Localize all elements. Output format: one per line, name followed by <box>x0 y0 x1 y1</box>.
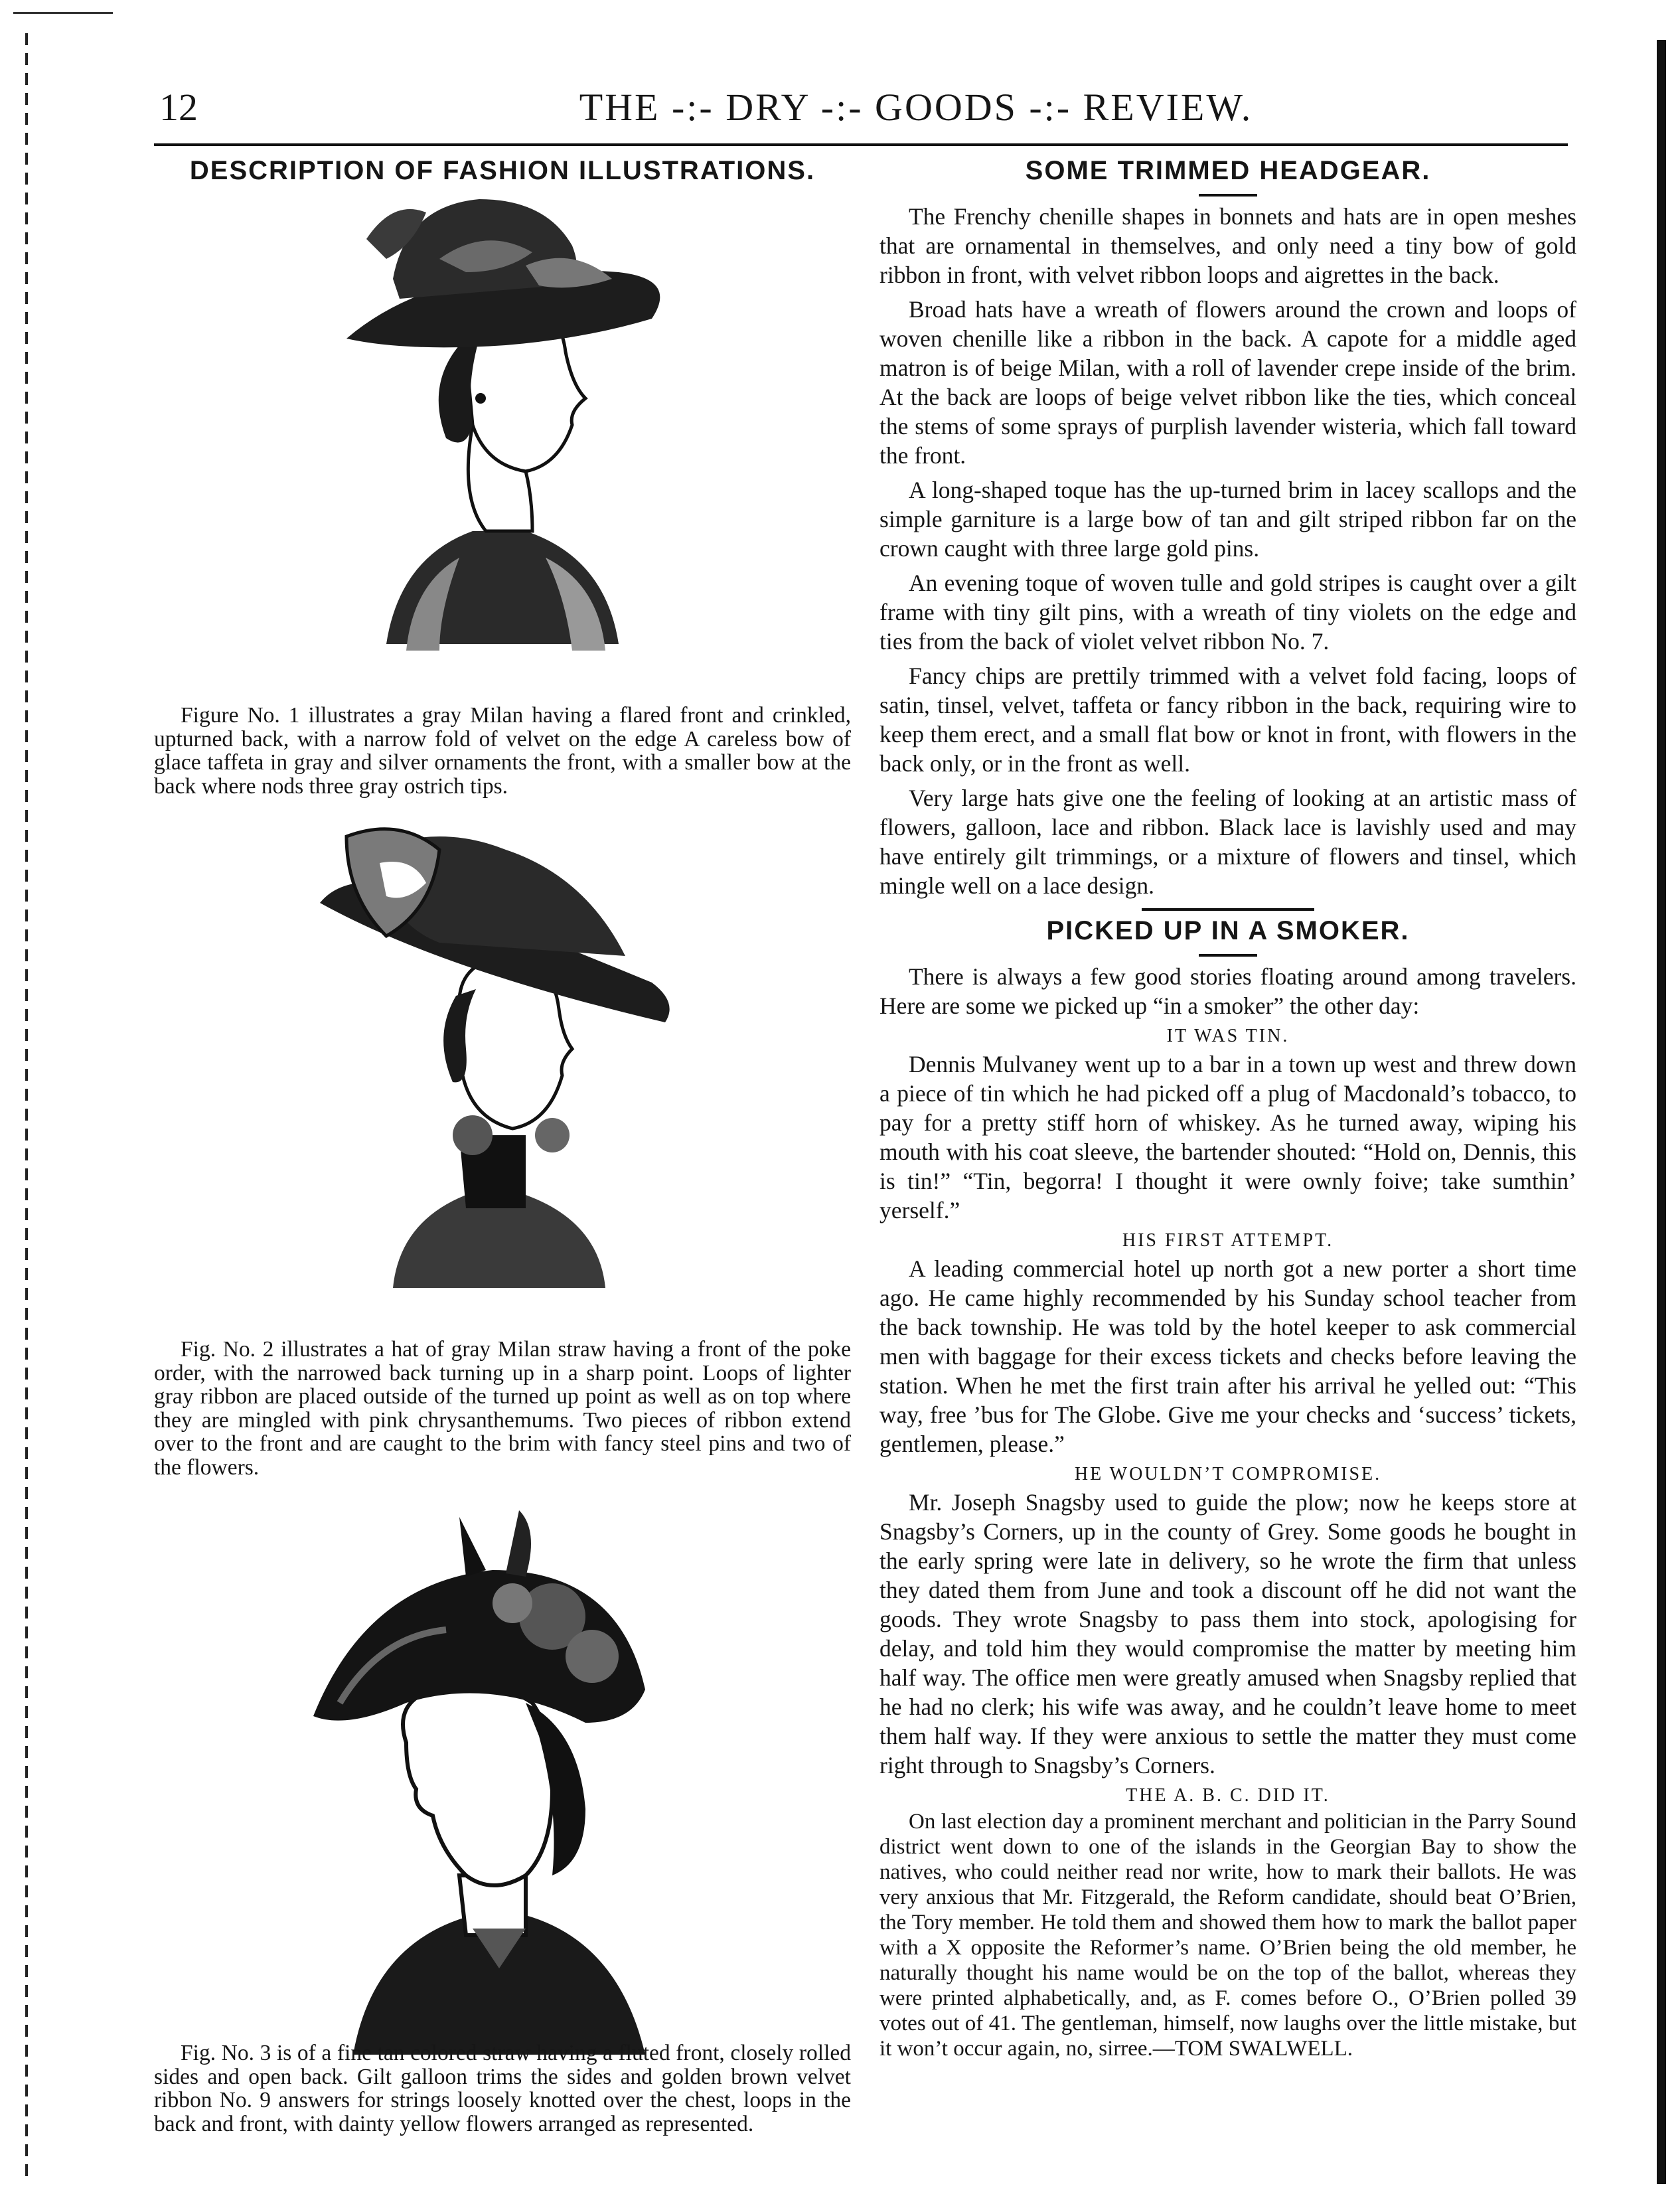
figure-2-caption: Fig. No. 2 illustrates a hat of gray Milan straw having a front of the poke order, with the narrowed back turning up in a sharp point. Loops of lighter gray ribbon are placed outside of the turned up point as well as on top where they are mingled with pink chrysanthemums. Two pieces of ribbon extend over to the front and are caught to the brim with fancy steel pins and two of the flowers. <box>154 1337 851 1480</box>
fashion-column <box>154 156 851 2187</box>
headgear-paragraph-1: The Frenchy chenille shapes in bonnets and hats are in open meshes that are ornamental in themselves, and only need a tiny bow of gold ribbon in front, with velvet ribbon loops and aigrettes in the back. <box>879 203 1576 288</box>
fashion-illustration-2 <box>307 823 692 1301</box>
story-3-title: HE WOULDN’T COMPROMISE. <box>1074 1464 1382 1484</box>
figure-1-caption: Figure No. 1 illustrates a gray Milan having a flared front and crinkled, upturned back, with a narrow fold of velvet on the edge A careless bow of glace taffeta in gray and silver ornaments the front, with a smaller bow at the back where nods three gray ostrich tips. <box>154 703 851 799</box>
header-rule <box>154 143 1568 146</box>
page-number: 12 <box>159 86 198 129</box>
articles-column <box>879 156 1576 2187</box>
headgear-rule <box>1199 194 1257 197</box>
top-edge-mark <box>13 12 113 14</box>
smoker-rule <box>1199 954 1257 957</box>
page-edge-bar <box>1657 40 1666 2184</box>
headgear-paragraph-2: Broad hats have a wreath of flowers around the crown and loops of woven chenille like a ribbon in the back. A capote for a middle aged matron is of beige Milan, with a roll of lavender crepe inside of the brim. At the back are loops of beige velvet ribbon like the ties, which conceal the stems of some sprays of purplish lavender wisteria, which fall toward the front. <box>879 296 1576 469</box>
headgear-heading: SOME TRIMMED HEADGEAR. <box>1025 156 1431 185</box>
headgear-paragraph-5: Fancy chips are prettily trimmed with a velvet fold facing, loops of satin, tinsel, velvet, taffeta or fancy ribbon in the back, requiring wire to keep them erect, and a small flat bow or knot in front, with flowers in the back only, or in the front as well. <box>879 663 1576 777</box>
fashion-illustration-1 <box>307 186 692 664</box>
story-1-text: Dennis Mulvaney went up to a bar in a town up west and threw down a piece of tin which he had picked off a plug of Macdonald’s tobacco, to pay for a pretty stiff horn of whiskey. As he turned away, wiping his mouth with his coat sleeve, the bartender shouted: “Hold on, Dennis, this is tin!” “Tin, begorra! I thought it were ownly foive; take sumthin’ yerself.” <box>879 1051 1576 1224</box>
smoker-top-rule <box>1142 908 1314 911</box>
smoker-intro: There is always a few good stories floating around among travelers. Here are some we picked up “in a smoker” the other day: <box>879 963 1576 1019</box>
fashion-illustration-3 <box>273 1504 698 2061</box>
story-4-text: On last election day a prominent merchant and politician in the Parry Sound district went down to one of the islands in the Georgian Bay to show the natives, who could neither read nor write, how to mark their ballots. He was very anxious that Mr. Fitzgerald, the Reform candidate, should beat O’Brien, the Tory member. He told them and showed them how to mark the ballot paper with a X opposite the Reformer’s name. O’Brien being the old member, he naturally thought his name would be on the top of the ballot, whereas they were printed alphabetically, and, as F. comes before O., O’Brien polled 39 votes out of 41. The gentleman, himself, now laughs over the little mistake, but it won’t occur again, no, sirree.—TOM SWALWELL. <box>879 1810 1576 2061</box>
masthead-title: THE -:- DRY -:- GOODS -:- REVIEW. <box>579 86 1253 129</box>
story-1-title: IT WAS TIN. <box>1166 1026 1290 1046</box>
figure-3-caption: Fig. No. 3 is of a fine tan colored straw having a fluted front, closely rolled sides and open back. Gilt galloon trims the sides and golden brown velvet ribbon No. 9 answers for strings loosely knotted over the chest, loops in the back and front, with dainty yellow flowers arranged as represented. <box>154 2041 851 2136</box>
story-4-title: THE A. B. C. DID IT. <box>1126 1785 1330 1806</box>
story-3-text: Mr. Joseph Snagsby used to guide the plow; now he keeps store at Snagsby’s Corners, up in the county of Grey. Some goods he bought in the early spring were late in delivery, so he wrote the firm that unless they dated them from June and took a discount off he did not want the goods. They wrote Snagsby to pass them into stock, apologising for delay, and told him they would compromise the matter by meeting him half way. The office men were greatly amused when Snagsby replied that he had no clerk; his wife was away, and he couldn’t leave home to meet them half way. If they were anxious to settle the matter they must come right through to Snagsby’s Corners. <box>879 1489 1576 1778</box>
headgear-paragraph-4: An evening toque of woven tulle and gold stripes is caught over a gilt frame with tiny gilt pins, with a wreath of tiny violets on the edge and ties from the back of violet velvet ribbon No. 7. <box>879 570 1576 655</box>
fashion-heading: DESCRIPTION OF FASHION ILLUSTRATIONS. <box>189 156 816 185</box>
headgear-paragraph-6: Very large hats give one the feeling of looking at an artistic mass of flowers, galloon, lace and ribbon. Black lace is lavishly used and may have entirely gilt trimmings, or a mixture of flowers and tinsel, which mingle well on a lace design. <box>879 785 1576 899</box>
story-2-text: A leading commercial hotel up north got a new porter a short time ago. He came highly recommended by his Sunday school teacher from the back township. He was told by the hotel keeper to ask commercial men with baggage for their excess tickets and checks before leaving the station. When he met the first train after his arrival he yelled out: “This way, free ’bus for The Globe. Give me your checks and ‘success’ tickets, gentlemen, please.” <box>879 1255 1576 1457</box>
page-edge-dashes <box>25 33 28 2177</box>
story-2-title: HIS FIRST ATTEMPT. <box>1122 1230 1334 1251</box>
smoker-heading: PICKED UP IN A SMOKER. <box>1046 916 1410 945</box>
headgear-paragraph-3: A long-shaped toque has the up-turned brim in lacey scallops and the simple garniture is a large bow of tan and gilt striped ribbon far on the crown caught with three large gold pins. <box>879 477 1576 562</box>
